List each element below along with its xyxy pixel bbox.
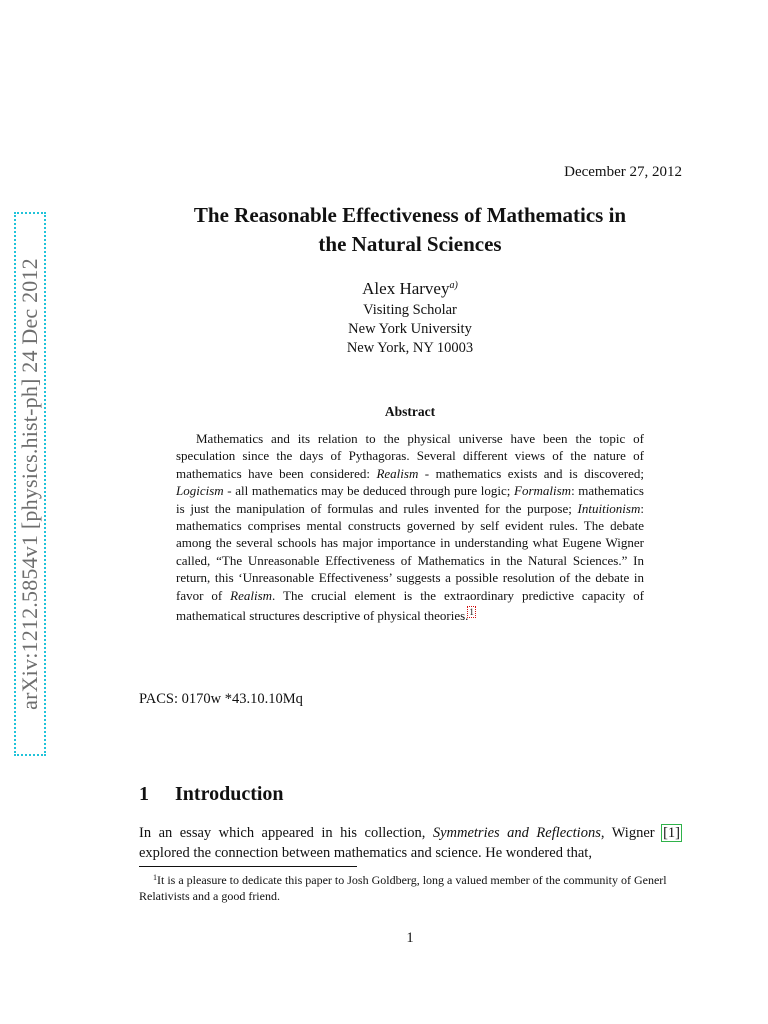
author-name-line [140,274,680,301]
footnote [139,870,684,904]
abstract-text: - mathematics exists and is discovered; [418,465,644,481]
paper-date: December 27, 2012 [564,164,682,180]
author-name: Alex Harvey [362,279,450,298]
author-marker: a) [449,280,458,291]
introduction-paragraph [139,823,681,863]
section-number: 1 [139,783,149,805]
abstract-text: Mathematics and its relation to the physical universe have been the topic of speculation since the days of Pythagoras. Several different views of the nature of mathematics have been considered: [176,431,644,481]
paper-title-line-1: The Reasonable Effectiveness of Mathematics in [193,203,627,227]
intro-text: , Wigner [600,825,663,841]
term-formalism: Formalism [514,483,572,499]
abstract-text: - all mathematics may be deduced through pure logic; [223,483,514,499]
section-heading-introduction [139,783,284,806]
affiliation-line-3: New York, NY 10003 [346,340,474,356]
page-number: 1 [406,930,414,946]
term-realism: Realism [230,587,273,603]
abstract-text: : mathematics comprises mental constructs governed by self evident rules. The debate among the several schools has major importance in understanding what Eugene Wigner called, “The Unreasonable Effectiveness of Mathematics in the Natural Sciences.” In return, this ‘Unreasonable Effectiveness’ suggests a possible resolution of the debate in favor of [176,500,644,603]
citation-link[interactable]: [1] [663,825,681,841]
arxiv-identifier-text: arXiv:1212.5854v1 [physics.hist-ph] 24 Dec 2012 [17,258,42,710]
intro-text: In an essay which appeared in his collection, [139,825,433,841]
section-title: Introduction [175,783,284,805]
author-block [140,274,680,358]
book-title: Symmetries and Reflections [432,825,601,841]
abstract-text: : mathematics is just the manipulation of formulas and rules invented for the purpose; [176,483,644,516]
abstract-heading: Abstract [384,404,436,419]
arxiv-identifier-stamp[interactable] [14,212,46,756]
term-logicism: Logicism [176,483,224,499]
footnote-link[interactable]: 1 [469,607,474,618]
paper-title [140,201,680,259]
paper-title-line-2: the Natural Sciences [318,232,502,256]
term-realism: Realism [376,465,419,481]
term-intuitionism: Intuitionism [577,500,641,516]
affiliation-line-1: Visiting Scholar [363,302,457,318]
footnote-divider [139,866,357,867]
footnote-text: It is a pleasure to dedicate this paper to Josh Goldberg, long a valued member of the community of Generl Relativists and a good friend. [139,873,667,903]
affiliation-line-2: New York University [348,321,472,337]
pacs-codes: PACS: 0170w *43.10.10Mq [139,691,303,707]
abstract-body [176,430,644,624]
intro-text: explored the connection between mathematics and science. He wondered that, [139,845,592,861]
footnote-marker: 1 [153,873,157,882]
abstract-text: . The crucial element is the extraordinary predictive capacity of mathematical structures descriptive of physical theories. [176,587,644,624]
